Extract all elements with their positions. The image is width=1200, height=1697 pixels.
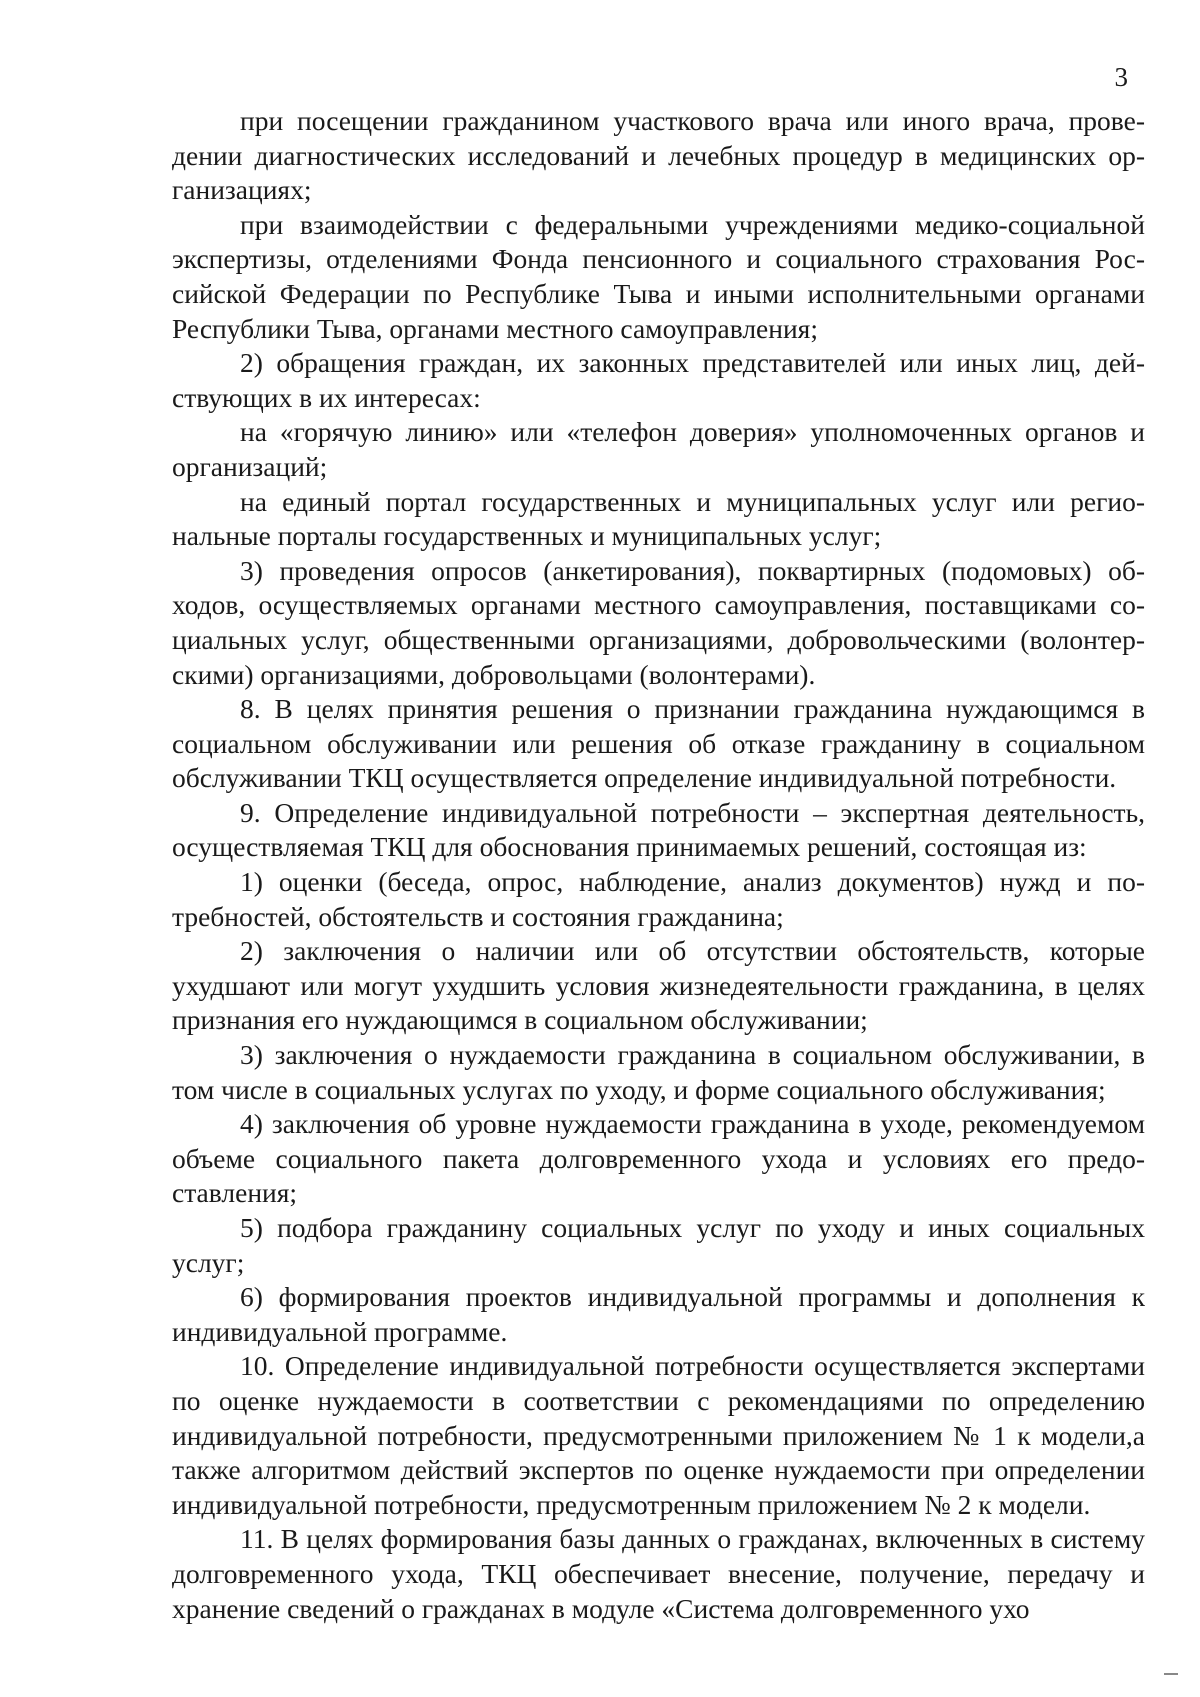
paragraph: на единый портал государственных и муниципальных услуг или региональные порталы государственных и муниципальных услуг;: [172, 485, 1145, 552]
paragraph: 10. Определение индивидуальной потребности осуществляется экспертами по оценке нуждаемости в соответствии с рекомендациями по определению индивидуальной потребности, предусмотренными приложением № 1 к модели,а также алгоритмом действий экспертов по оценке нуждаемости при определении индивидуальной потребности, предусмотренным приложением № 2 к модели.: [172, 1350, 1145, 1520]
paragraph: 6) формирования проектов индивидуальной программы и дополнения к индивидуальной программе.: [172, 1281, 1145, 1347]
paragraph: 3) заключения о нуждаемости гражданина в социальном обслуживании, в том числе в социальных услугах по уходу, и форме социального обслуживания;: [172, 1039, 1145, 1105]
paragraph: 2) заключения о наличии или об отсутствии обстоятельств, которые ухудшают или могут ухудшить условия жизнедеятельности гражданина, в целях признания его нуждающимся в социальном обслуживании;: [172, 935, 1145, 1036]
paragraph: 1) оценки (беседа, опрос, наблюдение, анализ документов) нужд и потребностей, обстоятельств и состояния гражданина;: [172, 866, 1145, 932]
document-body: [172, 104, 1145, 1626]
paragraph: на «горячую линию» или «телефон доверия» уполномоченных органов и организаций;: [172, 416, 1145, 482]
paragraph: при взаимодействии с федеральными учреждениями медико-социальной экспертизы, отделениями Фонда пенсионного и социального страхования Российской Федерации по Республике Тыва и иными исполнительными органами Республики Тыва, органами местного самоуправления;: [172, 208, 1145, 344]
paragraph: 2) обращения граждан, их законных представителей или иных лиц, действующих в их интересах:: [172, 347, 1145, 413]
scan-corner-mark: [1164, 1673, 1178, 1675]
paragraph: 5) подбора гражданину социальных услуг по уходу и иных социальных услуг;: [172, 1212, 1145, 1278]
paragraph: 11. В целях формирования базы данных о гражданах, включенных в систему долговременного ухода, ТКЦ обеспечивает внесение, получение, передачу и хранение сведений о гражданах в модуле «Система долговременного ухо: [172, 1523, 1145, 1624]
paragraph: 3) проведения опросов (анкетирования), поквартирных (подомовых) обходов, осуществляемых органами местного самоуправления, поставщиками социальных услуг, общественными организациями, добровольческими (волонтерскими) организациями, добровольцами (волонтерами).: [172, 554, 1145, 690]
page-number: 3: [1114, 62, 1128, 92]
paragraph: 8. В целях принятия решения о признании гражданина нуждающимся в социальном обслуживании или решения об отказе гражданину в социальном обслуживании ТКЦ осуществляется определение индивидуальной потребности.: [172, 693, 1145, 794]
paragraph: 4) заключения об уровне нуждаемости гражданина в уходе, рекомендуемом объеме социального пакета долговременного ухода и условиях его предоставления;: [172, 1108, 1145, 1209]
paragraph: 9. Определение индивидуальной потребности – экспертная деятельность, осуществляемая ТКЦ для обоснования принимаемых решений, состоящая из:: [172, 796, 1145, 863]
paragraph: при посещении гражданином участкового врача или иного врача, проведении диагностических исследований и лечебных процедур в медицинских организациях;: [172, 105, 1145, 206]
